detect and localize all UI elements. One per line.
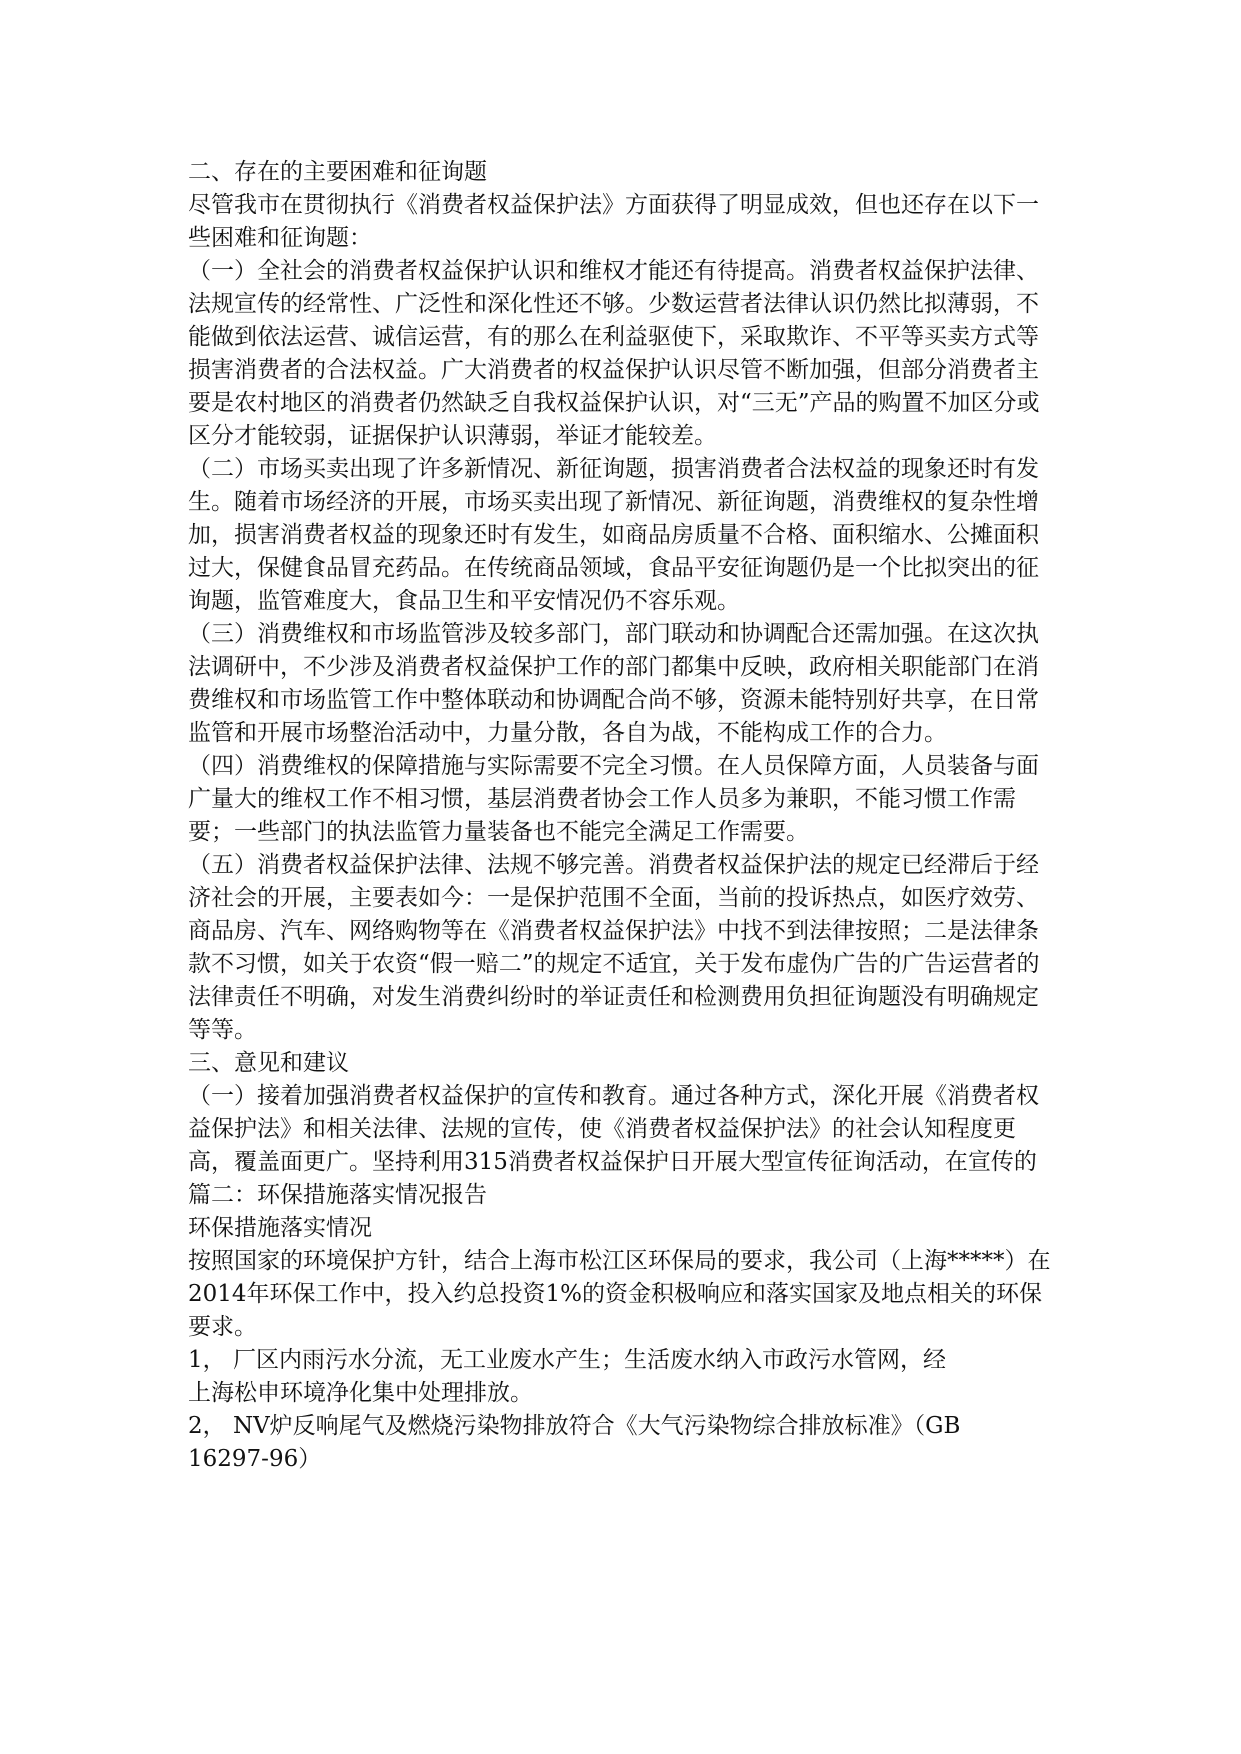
paragraph-environmental-intro: 按照国家的环境保护方针，结合上海市松江区环保局的要求，我公司（上海*****）在2014年环保工作中，投入约总投资1%的资金积极响应和落实国家及地点相关的环保要求。 (188, 1248, 1051, 1340)
document-page (188, 156, 1058, 1476)
section-heading-suggestions: 三、意见和建议 (188, 1050, 349, 1076)
paragraph-item-4: （四）消费维权的保障措施与实际需要不完全习惯。在人员保障方面，人员装备与面广量大的维权工作不相习惯，基层消费者协会工作人员多为兼职，不能习惯工作需要；一些部门的执法监管力量装备也不能完全满足工作需要。 (188, 753, 1039, 845)
paragraph-suggestion-1: （一）接着加强消费者权益保护的宣传和教育。通过各种方式，深化开展《消费者权益保护法》和相关法律、法规的宣传，使《消费者权益保护法》的社会认知程度更高，覆盖面更广。坚持利用315消费者权益保护日开展大型宣传征询活动，在宣传的 (188, 1083, 1039, 1175)
list-item-2: 2， NV炉反响尾气及燃烧污染物排放符合《大气污染物综合排放标准》（GB16297-96） (188, 1413, 961, 1472)
paragraph-item-1: （一）全社会的消费者权益保护认识和维权才能还有待提高。消费者权益保护法律、法规宣传的经常性、广泛性和深化性还不够。少数运营者法律认识仍然比拟薄弱，不能做到依法运营、诚信运营，有的那么在利益驱使下，采取欺诈、不平等买卖方式等损害消费者的合法权益。广大消费者的权益保护认识尽管不断加强，但部分消费者主要是农村地区的消费者仍然缺乏自我权益保护认识，对“三无”产品的购置不加区分或区分才能较弱，证据保护认识薄弱，举证才能较差。 (188, 258, 1040, 449)
paragraph-intro-difficulties: 尽管我市在贯彻执行《消费者权益保护法》方面获得了明显成效，但也还存在以下一些困难和征询题： (188, 192, 1039, 251)
paragraph-item-2: （二）市场买卖出现了许多新情况、新征询题，损害消费者合法权益的现象还时有发生。随着市场经济的开展，市场买卖出现了新情况、新征询题，消费维权的复杂性增加，损害消费者权益的现象还时有发生，如商品房质量不合格、面积缩水、公摊面积过大，保健食品冒充药品。在传统商品领域，食品平安征询题仍是一个比拟突出的征询题，监管难度大，食品卫生和平安情况仍不容乐观。 (188, 456, 1039, 614)
subheading-environmental-measures: 环保措施落实情况 (188, 1215, 372, 1241)
paragraph-item-5: （五）消费者权益保护法律、法规不够完善。消费者权益保护法的规定已经滞后于经济社会的开展，主要表如今：一是保护范围不全面，当前的投诉热点，如医疗效劳、商品房、汽车、网络购物等在《消费者权益保护法》中找不到法律按照；二是法律条款不习惯，如关于农资“假一赔二”的规定不适宜，关于发布虚伪广告的广告运营者的法律责任不明确，对发生消费纠纷时的举证责任和检测费用负担征询题没有明确规定等等。 (188, 852, 1040, 1043)
paragraph-item-3: （三）消费维权和市场监管涉及较多部门，部门联动和协调配合还需加强。在这次执法调研中，不少涉及消费者权益保护工作的部门都集中反映，政府相关职能部门在消费维权和市场监管工作中整体联动和协调配合尚不够，资源未能特别好共享，在日常监管和开展市场整治活动中，力量分散，各自为战，不能构成工作的合力。 (188, 621, 1039, 746)
chapter-heading-environmental-report: 篇二：环保措施落实情况报告 (188, 1182, 487, 1208)
list-item-1: 1， 厂区内雨污水分流，无工业废水产生；生活废水纳入市政污水管网，经上海松申环境净化集中处理排放。 (188, 1347, 946, 1406)
section-heading-difficulties: 二、存在的主要困难和征询题 (188, 159, 487, 185)
